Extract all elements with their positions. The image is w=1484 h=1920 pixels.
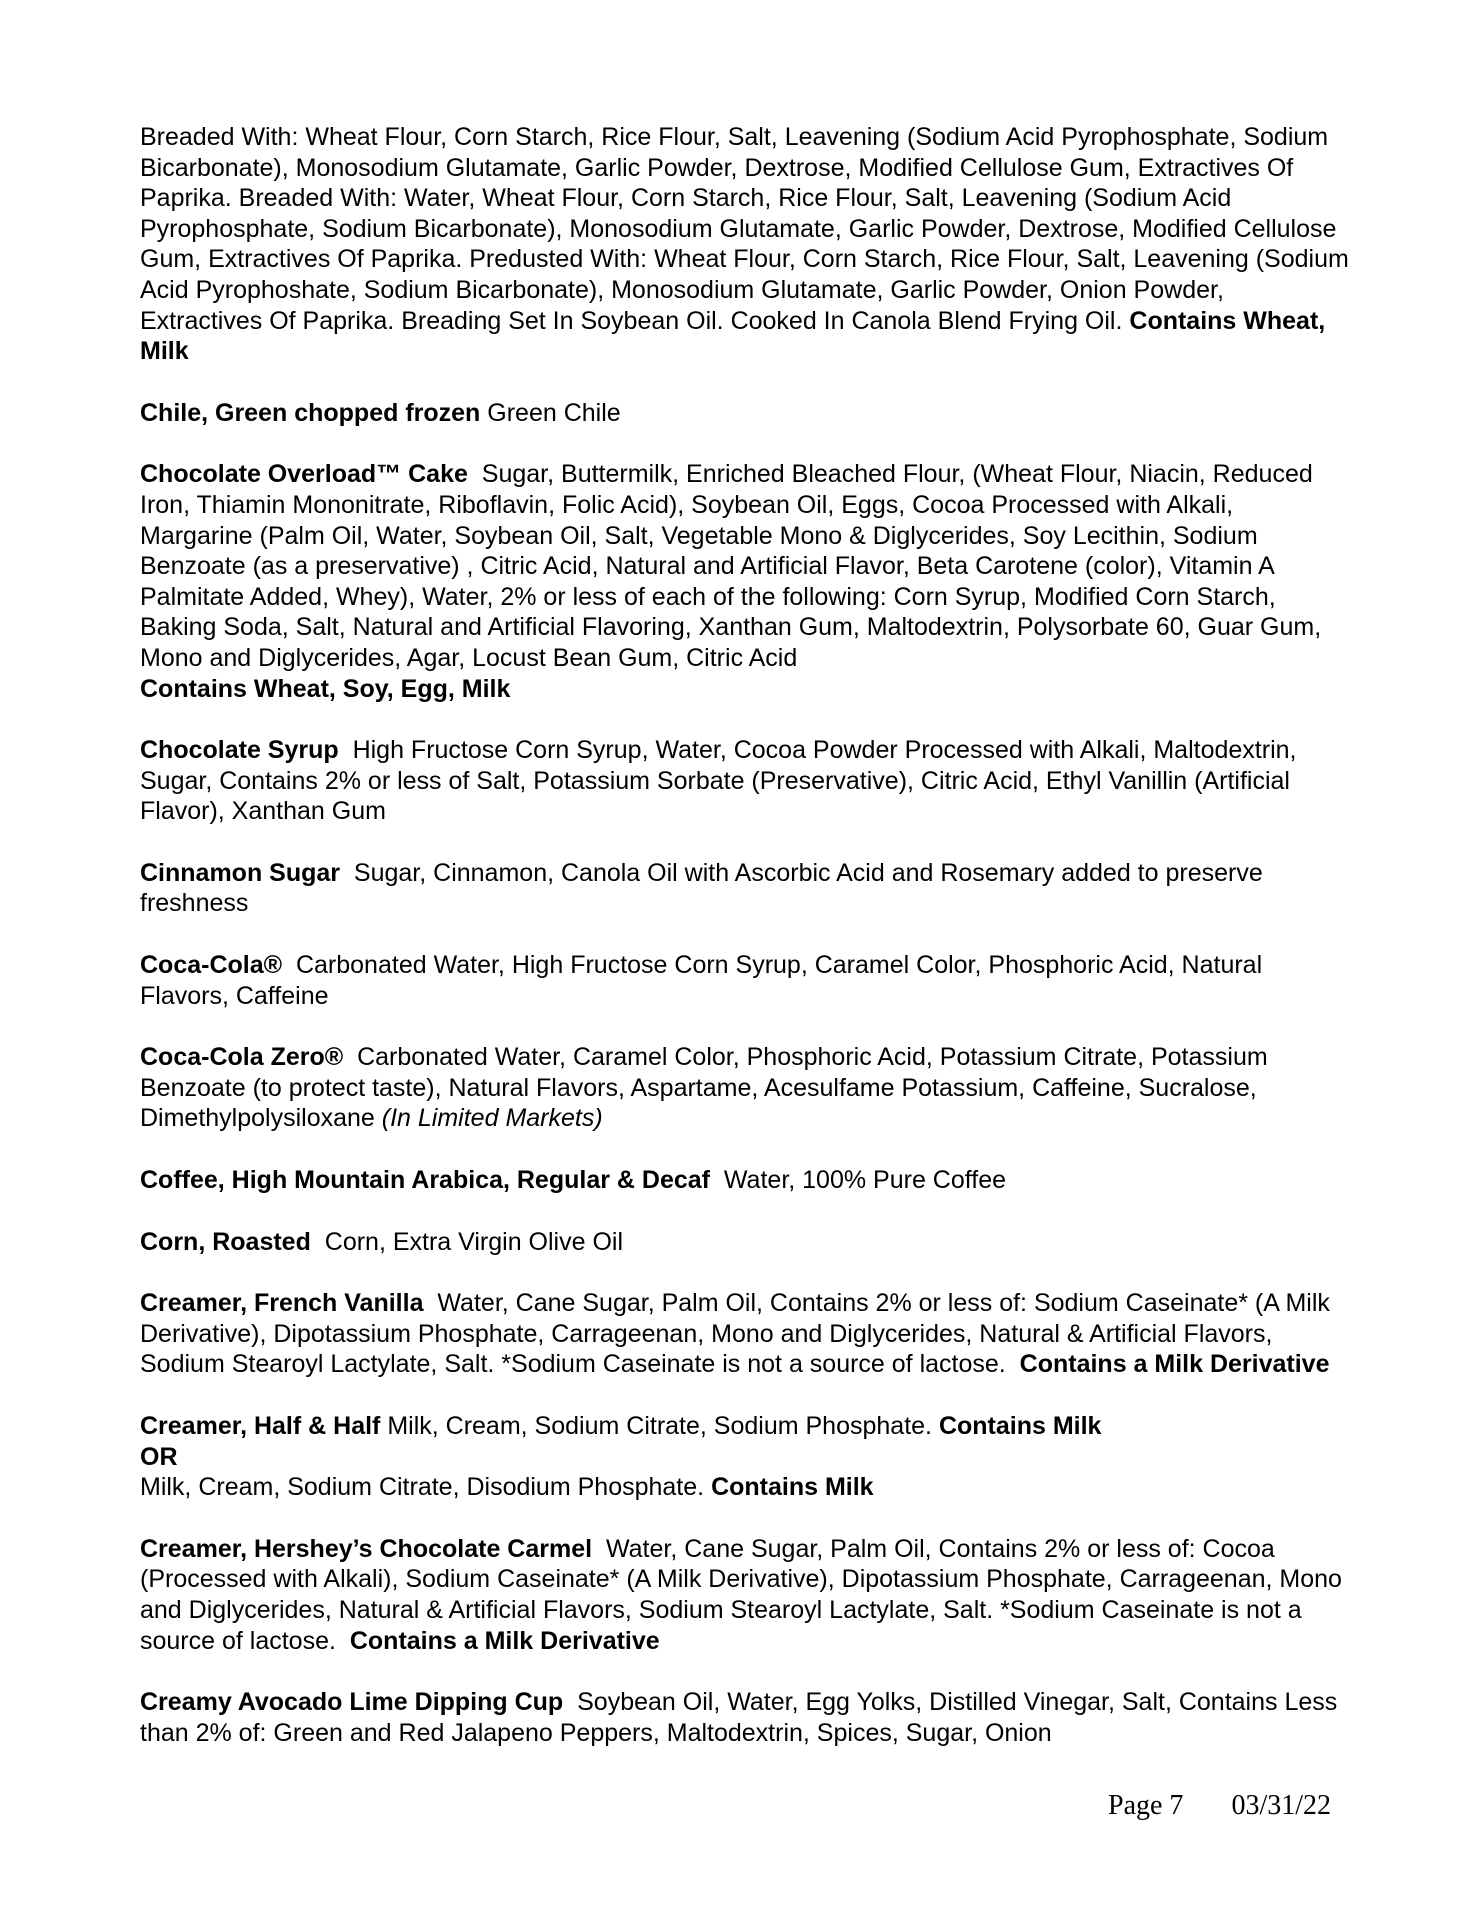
entry-breaded-continued xyxy=(140,122,1350,367)
item-name: Corn, Roasted xyxy=(140,1227,311,1256)
or-separator: OR xyxy=(140,1442,178,1471)
allergen-statement: Contains Wheat, Soy, Egg, Milk xyxy=(140,674,511,703)
entry-coffee xyxy=(140,1165,1350,1196)
entry-chocolate-overload-cake xyxy=(140,459,1350,704)
item-name: Creamer, Half & Half xyxy=(140,1412,381,1440)
entry-chile-green xyxy=(140,398,1350,429)
ingredients-text: Corn, Extra Virgin Olive Oil xyxy=(324,1227,624,1256)
ingredients-text: Sugar, Buttermilk, Enriched Bleached Flour, (Wheat Flour, Niacin, Reduced Iron, Thiamin Mononitrate, Riboflavin, Folic Acid), Soybean Oil, Eggs, Cocoa Processed with Alkali, Margarine (Palm Oil, Water, Soybean Oil, Salt, Vegetable Mono & Diglycerides, Soy Lecithin, Sodium Benzoate (as a preservative) , Citric Acid, Natural and Artificial Flavor, Beta Carotene (color), Vitamin A Palmitate Added, Whey), Water, 2% or less of each of the following: Corn Syrup, Modified Corn Starch, Baking Soda, Salt, Natural and Artificial Flavoring, Xanthan Gum, Maltodextrin, Polysorbate 60, Guar Gum, Mono and Diglycerides, Agar, Locust Bean Gum, Citric Acid xyxy=(140,460,1322,672)
item-name: Chile, Green chopped frozen xyxy=(140,398,481,427)
entry-creamer-hershey xyxy=(140,1534,1350,1656)
item-name: Coffee, High Mountain Arabica, Regular & Decaf xyxy=(140,1166,710,1195)
allergen-statement: Contains Milk xyxy=(938,1412,1102,1440)
item-name: Coca-Cola® xyxy=(140,951,283,980)
entry-corn-roasted xyxy=(140,1227,1350,1258)
ingredients-text: Water, Cane Sugar, Palm Oil, Contains 2% or less of: Sodium Caseinate* (A Milk Derivative), Dipotassium Phosphate, Carrageenan, Mono and Diglycerides, Natural & Artificial Flavors, Sodium Stearoyl Lactylate, Salt. *Sodium Caseinate is not a source of lactose. xyxy=(140,1289,1330,1379)
ingredients-text: Breaded With: Wheat Flour, Corn Starch, Rice Flour, Salt, Leavening (Sodium Acid Pyrophosphate, Sodium Bicarbonate), Monosodium Glutamate, Garlic Powder, Dextrose, Modified Cellulose Gum, Extractives Of Paprika. Breaded With: Water, Wheat Flour, Corn Starch, Rice Flour, Salt, Leavening (Sodium Acid Pyrophosphate, Sodium Bicarbonate), Monosodium Glutamate, Garlic Powder, Dextrose, Modified Cellulose Gum, Extractives Of Paprika. Predusted With: Wheat Flour, Corn Starch, Rice Flour, Salt, Leavening (Sodium Acid Pyrophoshate, Sodium Bicarbonate), Monosodium Glutamate, Garlic Powder, Onion Powder, Extractives Of Paprika. Breading Set In Soybean Oil. Cooked In Canola Blend Frying Oil. xyxy=(140,123,1349,335)
ingredients-text: Soybean Oil, Water, Egg Yolks, Distilled Vinegar, Salt, Contains Less than 2% of: Green and Red Jalapeno Peppers, Maltodextrin, Spices, Sugar, Onion xyxy=(140,1688,1338,1747)
page-number: Page 7 xyxy=(1108,1790,1184,1821)
document-page xyxy=(140,122,1350,1779)
entry-creamer-half-and-half xyxy=(140,1411,1350,1503)
ingredients-text: Water, Cane Sugar, Palm Oil, Contains 2% or less of: Cocoa (Processed with Alkali), Sodium Caseinate* (A Milk Derivative), Dipotassium Phosphate, Carrageenan, Mono and Diglycerides, Natural & Artificial Flavors, Sodium Stearoyl Lactylate, Salt. *Sodium Caseinate is not a source of lactose. xyxy=(140,1534,1342,1655)
entry-coca-cola-zero xyxy=(140,1042,1350,1134)
ingredients-text: Carbonated Water, High Fructose Corn Syrup, Caramel Color, Phosphoric Acid, Natural Flavors, Caffeine xyxy=(140,951,1263,1010)
entry-chocolate-syrup xyxy=(140,735,1350,827)
allergen-statement-alt: Contains Milk xyxy=(711,1473,874,1502)
ingredients-text: Water, 100% Pure Coffee xyxy=(723,1166,1006,1195)
revision-date: 03/31/22 xyxy=(1231,1790,1331,1821)
ingredients-text: Sugar, Cinnamon, Canola Oil with Ascorbic Acid and Rosemary added to preserve freshness xyxy=(140,858,1263,918)
page-footer xyxy=(1108,1790,1348,1822)
ingredients-text: Milk, Cream, Sodium Citrate, Sodium Phosphate. xyxy=(387,1412,932,1440)
entry-coca-cola xyxy=(140,950,1350,1011)
item-name: Coca-Cola Zero® xyxy=(140,1043,344,1072)
item-name: Cinnamon Sugar xyxy=(140,858,341,887)
ingredients-text: High Fructose Corn Syrup, Water, Cocoa Powder Processed with Alkali, Maltodextrin, Sugar, Contains 2% or less of Salt, Potassium Sorbate (Preservative), Citric Acid, Ethyl Vanillin (Artificial Flavor), Xanthan Gum xyxy=(140,736,1297,826)
ingredients-text: Green Chile xyxy=(487,398,621,427)
allergen-statement: Contains Wheat, Milk xyxy=(140,306,1326,366)
item-name: Creamer, Hershey’s Chocolate Carmel xyxy=(140,1534,593,1563)
entry-creamer-french-vanilla xyxy=(140,1288,1350,1380)
ingredients-text: Carbonated Water, Caramel Color, Phosphoric Acid, Potassium Citrate, Potassium Benzoate (to protect taste), Natural Flavors, Aspartame, Acesulfame Potassium, Caffeine, Sucralose, Dimethylpolysiloxane xyxy=(140,1043,1268,1133)
allergen-statement: Contains a Milk Derivative xyxy=(1019,1350,1330,1379)
ingredients-text-alt: Milk, Cream, Sodium Citrate, Disodium Phosphate. xyxy=(140,1473,705,1502)
item-name: Chocolate Syrup xyxy=(140,736,339,765)
allergen-statement: Contains a Milk Derivative xyxy=(349,1626,660,1655)
item-name: Creamer, French Vanilla xyxy=(140,1289,424,1318)
market-note: (In Limited Markets) xyxy=(381,1104,603,1133)
entry-cinnamon-sugar xyxy=(140,858,1350,919)
entry-creamy-avocado-lime-cup xyxy=(140,1687,1350,1748)
item-name: Chocolate Overload™ Cake xyxy=(140,460,468,489)
item-name: Creamy Avocado Lime Dipping Cup xyxy=(140,1688,564,1717)
